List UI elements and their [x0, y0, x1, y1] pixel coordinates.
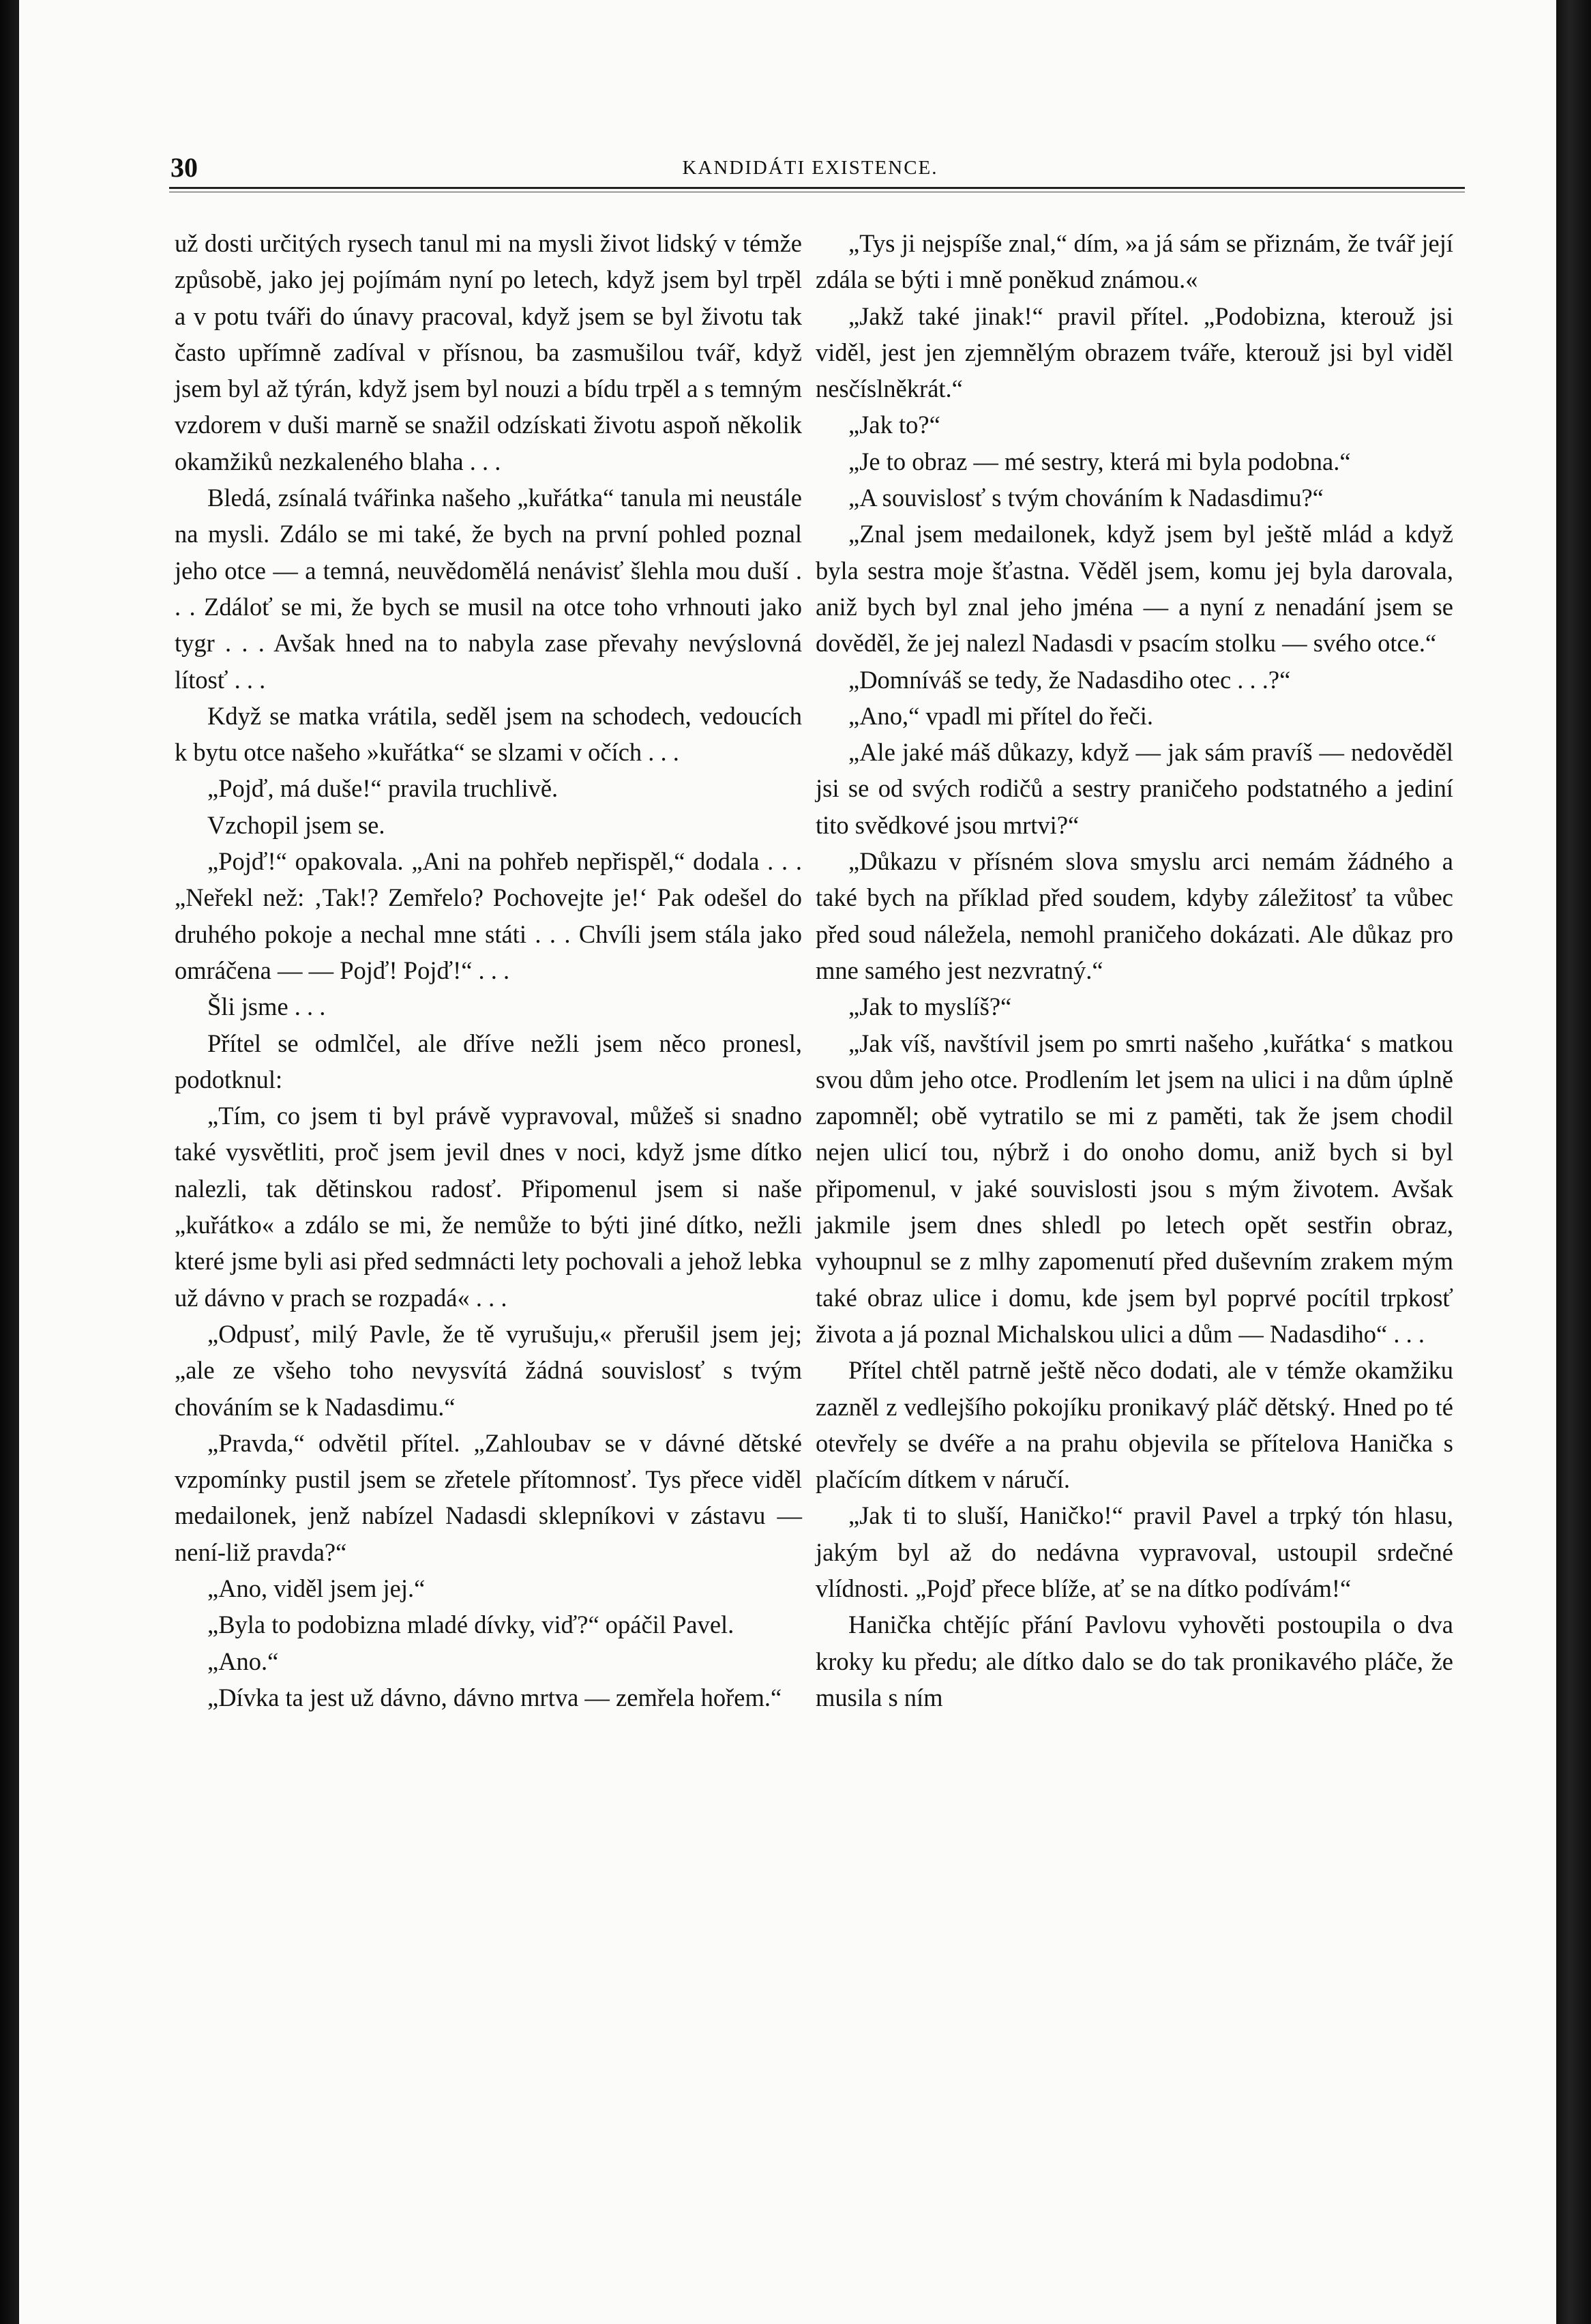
- paragraph: Hanička chtějíc přání Pavlovu vyhověti postoupila o dva kroky ku předu; ale dítko dalo se do tak pronikavého pláče, že musila s ním: [816, 1610, 1453, 1711]
- paragraph: „Domníváš se tedy, že Nadasdiho otec . . .?“: [848, 665, 1291, 694]
- paragraph: Šli jsme . . .: [207, 992, 326, 1021]
- paragraph: Když se matka vrátila, seděl jsem na schodech, vedoucích k bytu otce našeho »kuřátka“ se slzami v očích . . .: [175, 701, 802, 767]
- paragraph: „Ano,“ vpadl mi přítel do řeči.: [848, 701, 1153, 730]
- paragraph: „Jakž také jinak!“ pravil přítel. „Podobizna, kterouž jsi viděl, jest jen zjemnělým obrazem tváře, kterouž jsi byl viděl nesčíslněkrát.“: [816, 301, 1453, 403]
- left-column: [175, 225, 802, 1716]
- paragraph: „Pojď, má duše!“ pravila truchlivě.: [207, 774, 559, 803]
- paragraph: „Tys ji nejspíše znal,“ dím, »a já sám se přiznám, že tvář její zdála se býti i mně poněkud známou.«: [816, 229, 1453, 294]
- paragraph: „Ale jaké máš důkazy, když — jak sám pravíš — nedověděl jsi se od svých rodičů a sestry praničeho podstatného a jediní tito svědkové jsou mrtvi?“: [816, 738, 1453, 839]
- paragraph: „Byla to podobizna mladé dívky, viď?“ opáčil Pavel.: [207, 1610, 734, 1639]
- header-rule: [169, 187, 1465, 192]
- running-title: KANDIDÁTI EXISTENCE.: [682, 157, 938, 179]
- paragraph: už dosti určitých rysech tanul mi na mysli život lidský v témže způsobě, jako jej pojímám nyní po letech, když jsem byl trpěl a v potu tváři do únavy pracoval, když jsem se byl životu tak často upřímně zadíval v přísnou, ba zasmušilou tvář, když jsem byl až týrán, když jsem byl nouzi a bídu trpěl a s temným vzdorem v duši marně se snažil odzískati životu aspoň několik okamžiků nezkaleného blaha . . .: [175, 229, 802, 475]
- running-head: [19, 151, 1560, 192]
- paragraph: „Ano.“: [207, 1647, 279, 1675]
- paragraph: „Odpusť, milý Pavle, že tě vyrušuju,« přerušil jsem jej; „ale ze všeho toho nevysvítá žádná souvislosť s tvým chováním se k Nadasdimu.“: [175, 1319, 802, 1421]
- page-number: 30: [170, 152, 198, 183]
- scan-left-edge: [0, 0, 19, 2324]
- paragraph: „Znal jsem medailonek, když jsem byl ještě mlád a když byla sestra moje šťastna. Věděl jsem, komu jej byla darovala, aniž bych byl znal jeho jména — a nyní z nenadání jsem se dověděl, že jej nalezl Nadasdi v psacím stolku — svého otce.“: [816, 520, 1453, 658]
- right-column: [816, 225, 1453, 1716]
- paragraph: Přítel chtěl patrně ještě něco dodati, ale v témže okamžiku zazněl z vedlejšího pokojíku pronikavý pláč dětský. Hned po té otevřely se dvéře a na prahu objevila se přítelova Hanička s plačícím dítkem v náručí.: [816, 1356, 1453, 1494]
- paragraph: „A souvislosť s tvým chováním k Nadasdimu?“: [848, 484, 1324, 512]
- paragraph: „Ano, viděl jsem jej.“: [207, 1574, 426, 1602]
- scan-right-edge: [1556, 0, 1591, 2324]
- book-page: [19, 0, 1560, 2324]
- paragraph: „Jak ti to sluší, Haničko!“ pravil Pavel a trpký tón hlasu, jakým byl až do nedávna vypravoval, ustoupil srdečné vlídnosti. „Pojď přece blíže, ať se na dítko podívám!“: [816, 1501, 1453, 1602]
- paragraph: „Pojď!“ opakovala. „Ani na pohřeb nepřispěl,“ dodala . . . „Neřekl než: ‚Tak!? Zemřelo? Pochovejte je!‘ Pak odešel do druhého pokoje a nechal mne státi . . . Chvíli jsem stála jako omráčena — — Pojď! Pojď!“ . . .: [175, 847, 802, 984]
- paragraph: „Je to obraz — mé sestry, která mi byla podobna.“: [848, 447, 1351, 475]
- paragraph: Vzchopil jsem se.: [207, 810, 385, 839]
- paragraph: Bledá, zsínalá tvářinka našeho „kuřátka“ tanula mi neustále na mysli. Zdálo se mi také, že bych na první pohled poznal jeho otce — a temná, neuvědomělá nenávisť šlehla mou duší . . . Zdáloť se mi, že bych se musil na otce toho vrhnouti jako tygr . . . Avšak hned na to nabyla zase převahy nevýslovná lítosť . . .: [175, 484, 802, 694]
- paragraph: „Tím, co jsem ti byl právě vypravoval, můžeš si snadno také vysvětliti, proč jsem jevil dnes v noci, když jsme dítko nalezli, tak dětinskou radosť. Připomenul jsem si naše „kuřátko« a zdálo se mi, že nemůže to býti jiné dítko, nežli které jsme byli asi před sedmnácti lety pochovali a jehož lebka už dávno v prach se rozpadá« . . .: [175, 1102, 802, 1312]
- paragraph: „Dívka ta jest už dávno, dávno mrtva — zemřela hořem.“: [207, 1683, 782, 1711]
- paragraph: „Jak to myslíš?“: [848, 992, 1012, 1021]
- paragraph: „Pravda,“ odvětil přítel. „Zahloubav se v dávné dětské vzpomínky pustil jsem se zřetele přítomnosť. Tys přece viděl medailonek, jenž nabízel Nadasdi sklepníkovi v zástavu — není-liž pravda?“: [175, 1428, 802, 1566]
- paragraph: „Jak to?“: [848, 411, 940, 439]
- paragraph: Přítel se odmlčel, ale dříve nežli jsem něco pronesl, podotknul:: [175, 1029, 802, 1093]
- paragraph: „Důkazu v přísném slova smyslu arci nemám žádného a také bych na příklad před soudem, kdyby záležitosť ta vůbec před soud náležela, nemohl praničeho dokázati. Ale důkaz pro mne samého jest nezvratný.“: [816, 847, 1453, 984]
- paragraph: „Jak víš, navštívil jsem po smrti našeho ‚kuřátka‘ s matkou svou dům jeho otce. Prodlením let jsem na ulici i na dům úplně zapomněl; obě vytratilo se mi z paměti, tak že jsem chodil nejen ulicí tou, nýbrž i do onoho domu, aniž bych si byl připomenul, v jaké souvislosti jsou s mým životem. Avšak jakmile jsem dnes shledl po letech opět sestřin obraz, vyhoupnul se z mlhy zapomenutí před duševním zrakem mým také obraz ulice i domu, kde jsem byl poprvé pocítil trpkosť života a já poznal Michalskou ulici a dům — Nadasdiho“ . . .: [816, 1029, 1453, 1348]
